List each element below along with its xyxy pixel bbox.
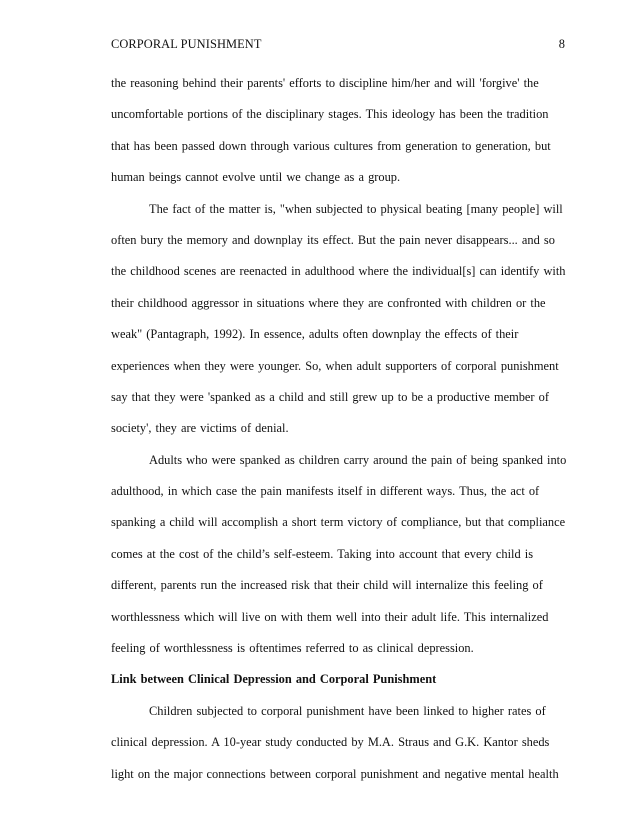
running-head: CORPORAL PUNISHMENT bbox=[111, 37, 262, 51]
text-line: worthlessness which will live on with them well into their adult life. This internalized bbox=[111, 609, 549, 624]
text-line: light on the major connections between corporal punishment and negative mental health bbox=[111, 766, 559, 781]
text-line: The fact of the matter is, "when subjected to physical beating [many people] will bbox=[149, 201, 563, 216]
text-line: that has been passed down through various cultures from generation to generation, but bbox=[111, 138, 551, 153]
section-heading: Link between Clinical Depression and Corporal Punishment bbox=[111, 672, 437, 687]
text-line: different, parents run the increased risk that their child will internalize this feeling of bbox=[111, 578, 543, 593]
text-line: spanking a child will accomplish a short term victory of compliance, but that compliance bbox=[111, 515, 566, 530]
text-line: uncomfortable portions of the disciplinary stages. This ideology has been the tradition bbox=[111, 107, 549, 122]
text-line: weak" (Pantagraph, 1992). In essence, adults often downplay the effects of their bbox=[111, 327, 519, 342]
text-line: experiences when they were younger. So, when adult supporters of corporal punishment bbox=[111, 358, 559, 373]
text-line: clinical depression. A 10-year study conducted by M.A. Straus and G.K. Kantor sheds bbox=[111, 735, 550, 750]
text-line: comes at the cost of the child’s self-esteem. Taking into account that every child is bbox=[111, 546, 534, 561]
text-line: society', they are victims of denial. bbox=[111, 421, 289, 436]
text-line: Adults who were spanked as children carry around the pain of being spanked into bbox=[149, 452, 567, 467]
page-number: 8 bbox=[558, 37, 565, 51]
body-text bbox=[111, 73, 567, 795]
text-line: the childhood scenes are reenacted in adulthood where the individual[s] can identify with bbox=[111, 264, 566, 279]
text-line: say that they were 'spanked as a child and still grew up to be a productive member of bbox=[111, 389, 549, 404]
text-line: their childhood aggressor in situations where they are confronted with children or the bbox=[111, 295, 546, 310]
text-line: human beings cannot evolve until we change as a group. bbox=[111, 170, 401, 185]
text-line: Children subjected to corporal punishment have been linked to higher rates of bbox=[149, 703, 546, 718]
text-line: the reasoning behind their parents' efforts to discipline him/her and will 'forgive' the bbox=[111, 76, 539, 90]
text-line: feeling of worthlessness is oftentimes referred to as clinical depression. bbox=[111, 641, 474, 656]
text-line: often bury the memory and downplay its effect. But the pain never disappears... and so bbox=[111, 232, 555, 247]
text-line: adulthood, in which case the pain manifests itself in different ways. Thus, the act of bbox=[111, 484, 540, 499]
